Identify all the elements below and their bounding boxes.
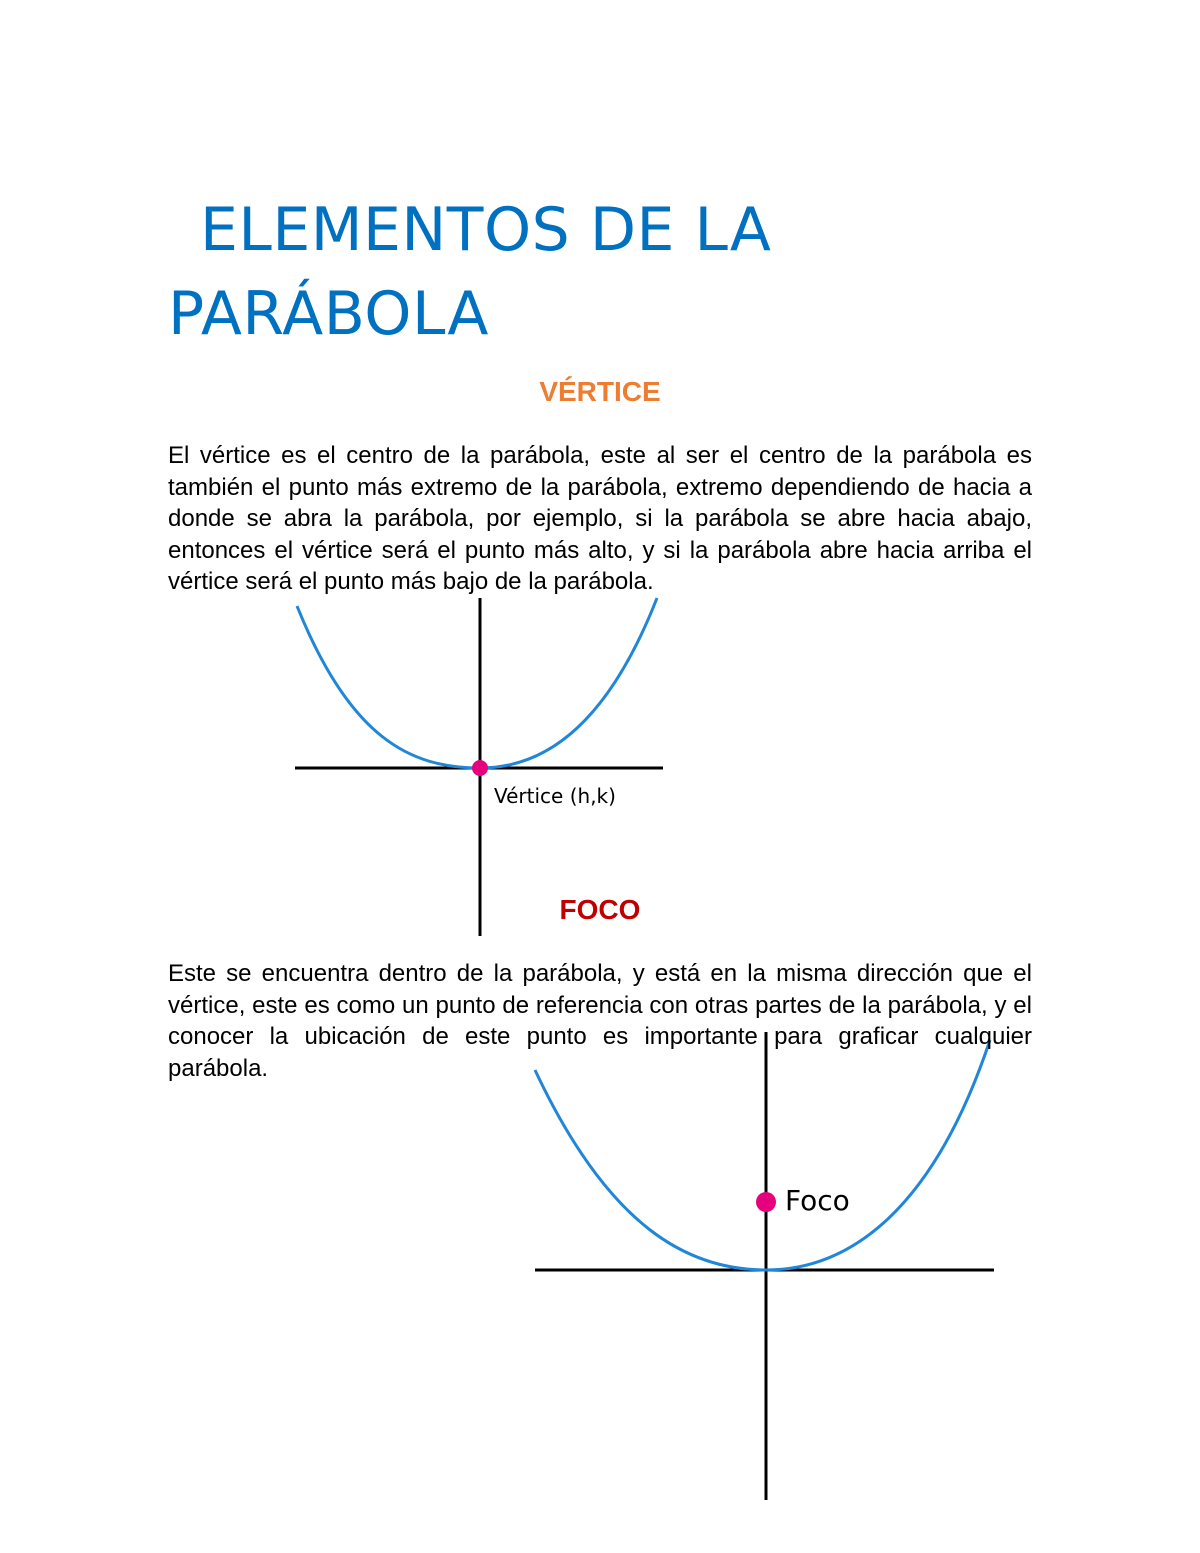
page-title <box>168 188 1028 356</box>
foco-heading: FOCO <box>559 894 641 925</box>
vertice-heading: VÉRTICE <box>539 376 661 407</box>
focus-label: Foco <box>785 1184 850 1217</box>
vertex-point <box>472 760 488 776</box>
parabola-curve-smooth <box>297 598 657 768</box>
foco-paragraph: Este se encuentra dentro de la parábola, y está en la misma dirección que el vértice, este es como un punto de referencia con otras partes de la parábola, y el conocer la ubicación de este punto es importante para graficar cualquier parábola. <box>168 960 1032 1082</box>
focus-point <box>756 1192 776 1212</box>
title-line-2: PARÁBOLA <box>168 279 489 349</box>
title-line-1: ELEMENTOS DE LA <box>200 195 772 265</box>
vertice-paragraph: El vértice es el centro de la parábola, este al ser el centro de la parábola es también el punto más extremo de la parábola, extremo dependiendo de hacia a donde se abra la parábola, por ejemplo, si la parábola se abre hacia abajo, entonces el vértice será el punto más alto, y si la parábola abre hacia arriba el vértice será el punto más bajo de la parábola. <box>168 442 1032 595</box>
parabola-focus-diagram <box>530 1040 1000 1502</box>
parabola-vertex-diagram <box>290 598 670 940</box>
vertex-label: Vértice (h,k) <box>494 784 616 808</box>
